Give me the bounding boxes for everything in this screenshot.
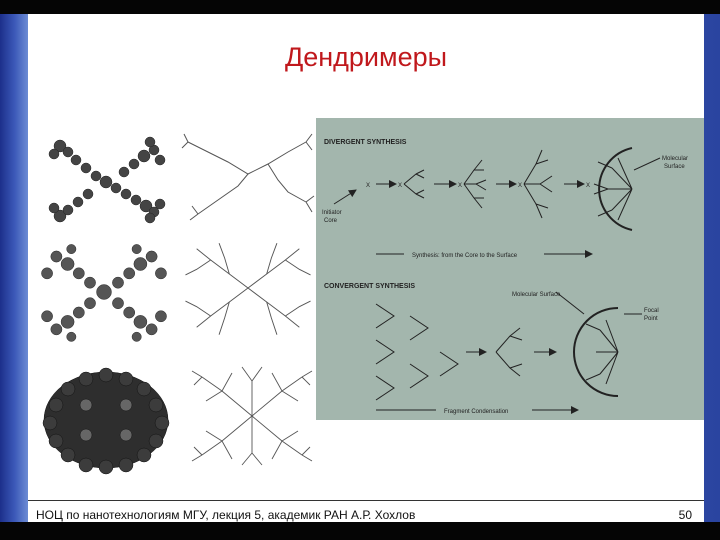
dendrimer-gen2-spacefill-image: [34, 232, 174, 352]
dendrimer-gen2-skeletal-image: [178, 228, 318, 348]
bottom-black-bar: [0, 522, 720, 540]
svg-text:X: X: [458, 183, 463, 189]
divergent-synthesis-title: DIVERGENT SYNTHESIS: [324, 139, 407, 146]
svg-text:X: X: [366, 183, 371, 189]
synthesis-scheme-svg: [316, 118, 704, 420]
point-label: Point: [644, 316, 658, 322]
footer-text: НОЦ по нанотехнологиям МГУ, лекция 5, академик РАН А.Р. Хохлов: [36, 508, 416, 522]
focal-label: Focal: [644, 308, 659, 314]
svg-text:X: X: [398, 183, 403, 189]
slide: [28, 14, 704, 522]
synthesis-arrow-label: Synthesis: from the Core to the Surface: [412, 253, 518, 259]
molecular-surface-label-2: Surface: [664, 164, 685, 170]
page-number: 50: [678, 508, 692, 522]
dendrimer-gen1-spacefill-image: [40, 126, 180, 246]
core-label: Core: [324, 218, 338, 224]
dendrimer-gen3-skeletal-image: [182, 356, 322, 476]
dendrimer-gen1-skeletal-image: [178, 122, 318, 242]
convergent-molecular-surface-label: Molecular Surface: [512, 292, 561, 298]
slide-title: Дендримеры: [284, 42, 448, 72]
convergent-synthesis-title: CONVERGENT SYNTHESIS: [324, 283, 416, 290]
dendrimer-gen3-spacefill-image: [36, 360, 176, 480]
molecular-surface-label: Molecular: [662, 156, 689, 162]
top-black-bar: [0, 0, 720, 14]
svg-text:X: X: [586, 183, 591, 189]
svg-text:X: X: [518, 183, 523, 189]
initiator-label: Initiator: [322, 210, 342, 216]
synthesis-scheme-diagram: [316, 118, 704, 420]
fragment-condensation-label: Fragment Condensation: [444, 409, 509, 415]
footer-divider: [28, 500, 704, 501]
